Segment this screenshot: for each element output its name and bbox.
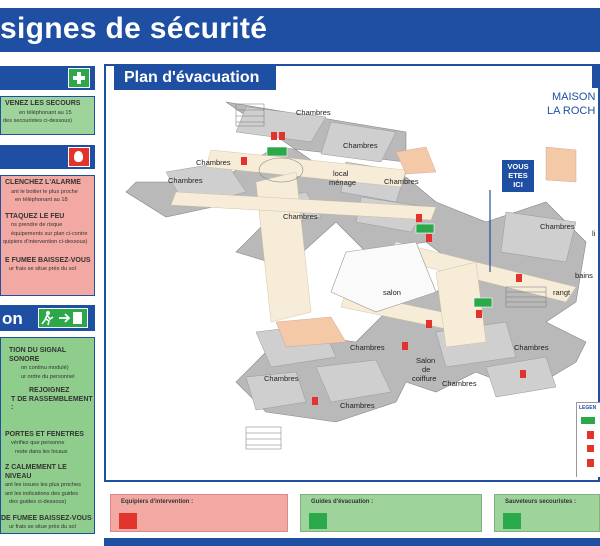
instruction-line: ur ordre du personnel: [21, 373, 75, 380]
legend-box: [576, 402, 600, 477]
room-label: Chambres: [168, 176, 203, 185]
establishment-name-line: MAISON: [552, 91, 596, 103]
floor-plan: [106, 92, 598, 480]
room-label-bains: bains: [575, 271, 593, 280]
instruction-line: équipements sur plan ci-contre: [11, 230, 88, 237]
evacuation-guides-label: Guides d'évacuation :: [311, 499, 374, 505]
room-label-salon-coiffure: de: [422, 365, 431, 374]
instruction-line: en téléphonant au 15: [19, 109, 72, 116]
fire-icon: [68, 147, 90, 167]
instruction-line: TION DU SIGNAL SONORE: [9, 347, 67, 363]
room-label: li: [592, 229, 596, 238]
legend-title: LEGEN: [579, 405, 597, 411]
room-label: Chambres: [296, 108, 331, 117]
fire-instructions: [0, 175, 95, 296]
marker-line: ICI: [513, 180, 523, 189]
room-label: Chambres: [442, 379, 477, 388]
instruction-line: on continu modulé): [21, 365, 69, 371]
fire-team-icon: [119, 513, 137, 529]
instruction-line: ur frais se situe près du sol: [9, 524, 76, 530]
room-label-local-menage: local: [333, 169, 349, 178]
room-label: Chambres: [343, 141, 378, 150]
instruction-line: quipiers d'intervention ci-dessous): [3, 239, 88, 245]
first-aid-instructions: [0, 96, 95, 135]
room-label: Chambres: [384, 177, 419, 186]
room-label-local-menage: ménage: [329, 178, 357, 187]
evacuation-guides-box: [300, 494, 482, 532]
room-label: Chambres: [196, 158, 231, 167]
instruction-line: PORTES ET FENETRES: [5, 430, 84, 438]
instruction-line: des guides ci-dessous): [9, 499, 67, 505]
instruction-line: ns prendre de risque: [11, 222, 63, 228]
room-label-salon-coiffure: Salon: [416, 356, 436, 365]
instruction-line: Z CALMEMENT LE NIVEAU: [5, 464, 67, 480]
legend-exit-icon: [581, 417, 595, 424]
instruction-line: T DE RASSEMBLEMENT :: [11, 395, 93, 411]
instruction-line: reste dans les locaux: [15, 448, 68, 455]
page-title: signes de sécurité: [0, 12, 268, 45]
bottom-border: [104, 538, 600, 546]
legend-alarm-icon: [587, 445, 594, 452]
instructions-column: [0, 60, 95, 546]
room-label: Chambres: [283, 212, 318, 221]
marker-line: VOUS: [507, 162, 529, 171]
legend-hose-icon: [587, 459, 594, 467]
marker-line: ETES: [508, 171, 528, 180]
fire-team-box: [110, 494, 288, 532]
section-header-first-aid: [0, 66, 95, 90]
room-label-rangt: rangt: [553, 288, 571, 297]
section-title: on: [2, 309, 23, 328]
instruction-line: vérifiez que personne: [11, 440, 65, 446]
section-header-evacuation: [0, 305, 95, 331]
instruction-line: ur frais se situe près du sol: [9, 266, 76, 272]
plan-title: Plan d'évacuation: [124, 69, 260, 86]
first-aiders-label: Sauveteurs secouristes :: [505, 499, 577, 505]
you-are-here-marker: [502, 160, 534, 192]
section-header-fire: [0, 145, 95, 169]
first-aiders-box: [494, 494, 600, 532]
instruction-line: TTAQUEZ LE FEU: [5, 212, 65, 220]
room-label: Chambres: [514, 343, 549, 352]
plan-title-header: [114, 66, 276, 90]
instruction-line: REJOIGNEZ: [29, 387, 70, 394]
first-aider-icon: [503, 513, 521, 529]
room-label: Chambres: [340, 401, 375, 410]
instruction-line: DE FUMEE BAISSEZ-VOUS: [1, 514, 92, 522]
first-aid-cross-icon: [68, 68, 90, 88]
room-label: Chambres: [540, 222, 575, 231]
legend-extinguisher-icon: [587, 431, 594, 439]
top-white-band: [0, 0, 600, 8]
instruction-line: VENEZ LES SECOURS: [5, 100, 81, 107]
instruction-line: en téléphonant au 18: [15, 197, 68, 203]
evacuation-guide-icon: [309, 513, 327, 529]
fire-team-label: Equipiers d'intervention :: [121, 499, 194, 505]
room-label: Chambres: [264, 374, 299, 383]
instruction-line: ant les indications des guides: [5, 490, 79, 497]
evacuation-instructions: [0, 337, 95, 534]
room-label: Chambres: [350, 343, 385, 352]
establishment-header: [592, 64, 600, 88]
room-label-salon-coiffure: coiffure: [412, 374, 437, 383]
establishment-name-line: LA ROCH: [547, 105, 596, 117]
instruction-line: CLENCHEZ L'ALARME: [5, 179, 81, 186]
instruction-line: des secouristes ci-dessous): [3, 118, 73, 124]
room-label-salon: salon: [383, 288, 401, 297]
instruction-line: ant le boitier le plus proche: [11, 188, 78, 195]
emergency-exit-icon: [38, 308, 88, 328]
instruction-line: ant les issues les plus proches: [5, 482, 81, 488]
instruction-line: E FUMEE BAISSEZ-VOUS: [5, 256, 91, 264]
